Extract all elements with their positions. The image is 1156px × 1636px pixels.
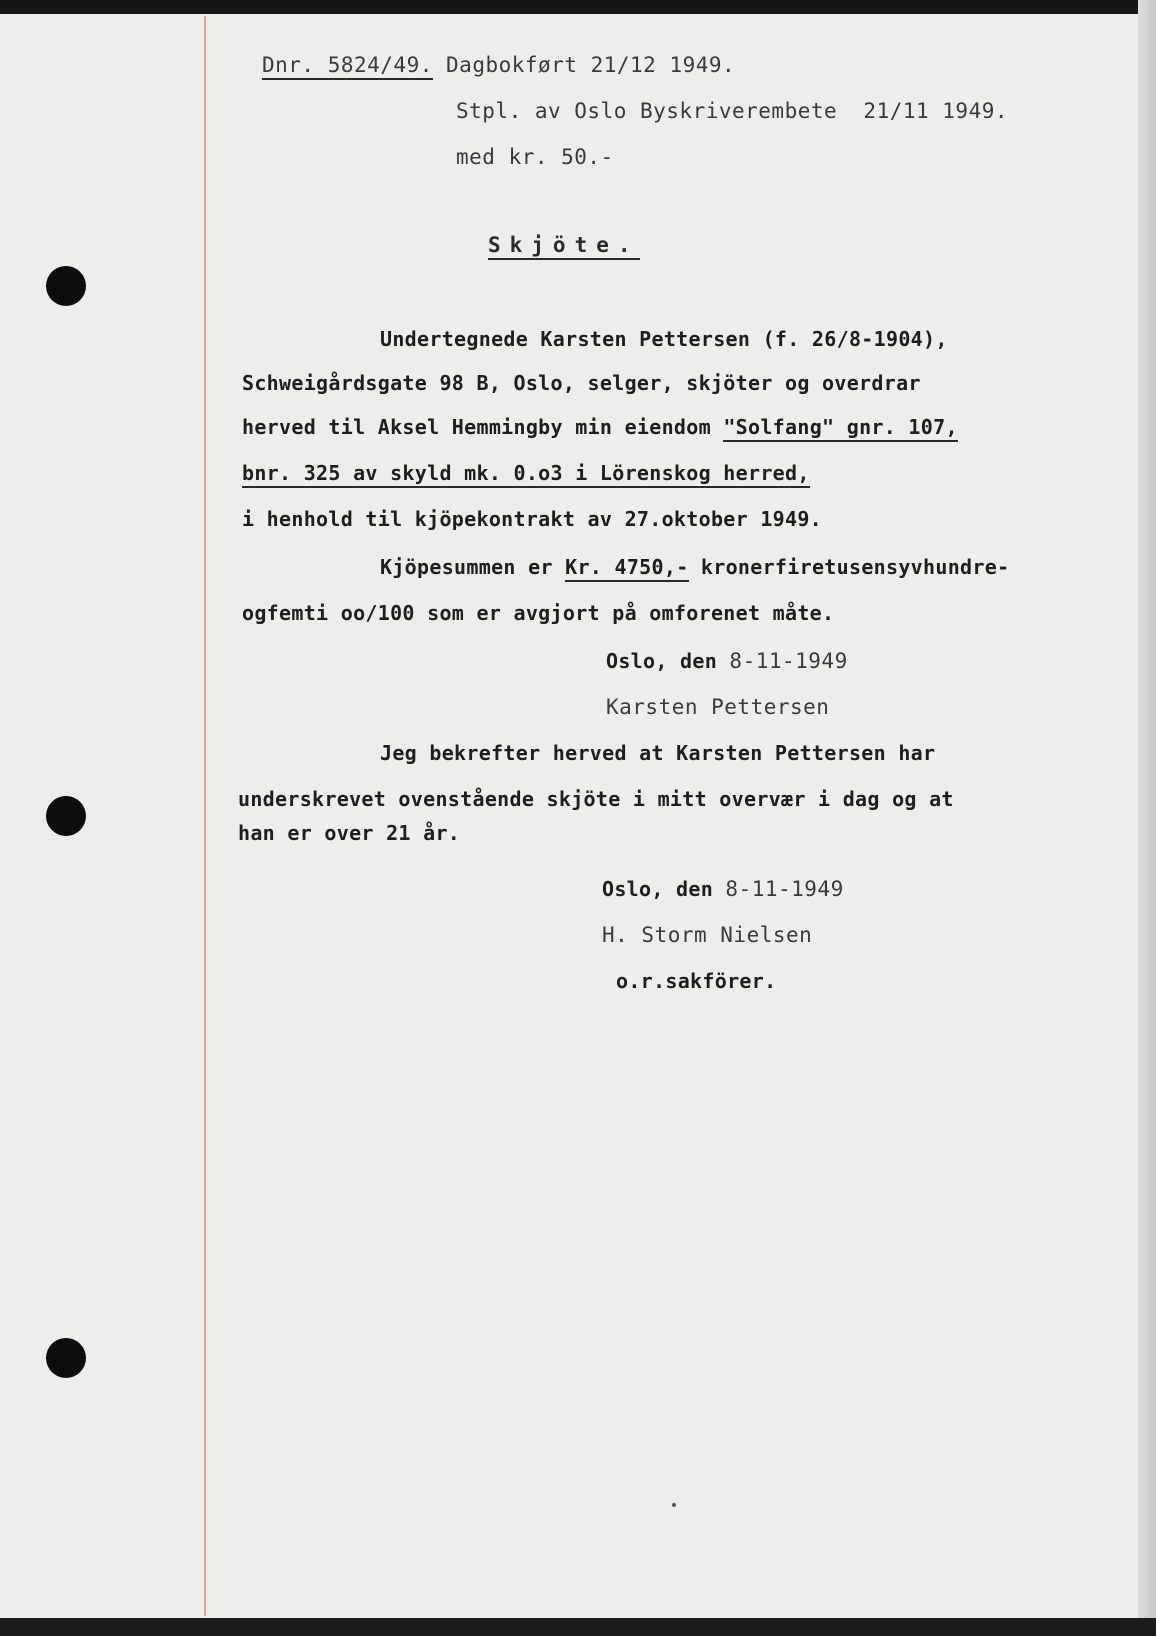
witness-title: o.r.sakförer. [616, 969, 777, 993]
signature-witness: H. Storm Nielsen [602, 923, 813, 947]
punch-hole-top [46, 266, 86, 306]
fee-line: med kr. 50.- [456, 145, 614, 169]
body-line-1: Undertegnede Karsten Pettersen (f. 26/8-1904), [380, 327, 948, 351]
scan-right-edge [1138, 0, 1156, 1636]
body-line-5: i henhold til kjöpekontrakt av 27.oktober 1949. [242, 507, 823, 531]
property-details: bnr. 325 av skyld mk. 0.o3 i Lörenskog herred, [242, 461, 810, 488]
body-line-7: ogfemti oo/100 som er avgjort på omforenet måte. [242, 601, 835, 625]
scan-bottom-edge [0, 1618, 1156, 1636]
header-line-1 [262, 52, 735, 78]
body-line-6: Kjöpesummen er Kr. 4750,- kronerfiretusensyvhundre- [380, 554, 1009, 580]
stamp-line: Stpl. av Oslo Byskriverembete 21/11 1949. [456, 99, 1009, 123]
body-line-9: underskrevet ovenstående skjöte i mitt overvær i dag og at [238, 787, 954, 811]
body-line-8: Jeg bekrefter herved at Karsten Pettersen har [380, 741, 936, 765]
property-name: "Solfang" gnr. 107, [723, 415, 957, 442]
margin-line [204, 16, 206, 1616]
signature-seller: Karsten Pettersen [606, 695, 830, 719]
place-date-1: Oslo, den 8-11-1949 [606, 649, 848, 673]
punch-hole-bottom [46, 1338, 86, 1378]
place-date-2: Oslo, den 8-11-1949 [602, 877, 844, 901]
body-line-4 [242, 460, 810, 486]
paper-speck [672, 1503, 676, 1507]
body-line-3: herved til Aksel Hemmingby min eiendom "Solfang" gnr. 107, [242, 414, 958, 440]
document-title: Skjöte. [488, 232, 640, 258]
dnr-number: Dnr. 5824/49. [262, 53, 433, 80]
scan-top-edge [0, 0, 1156, 14]
purchase-price: Kr. 4750,- [565, 555, 688, 582]
body-line-10: han er over 21 år. [238, 821, 461, 845]
dagbok-date: Dagbokført 21/12 1949. [446, 53, 736, 77]
punch-hole-middle [46, 796, 86, 836]
body-line-2: Schweigårdsgate 98 B, Oslo, selger, skjöter og overdrar [242, 371, 921, 395]
